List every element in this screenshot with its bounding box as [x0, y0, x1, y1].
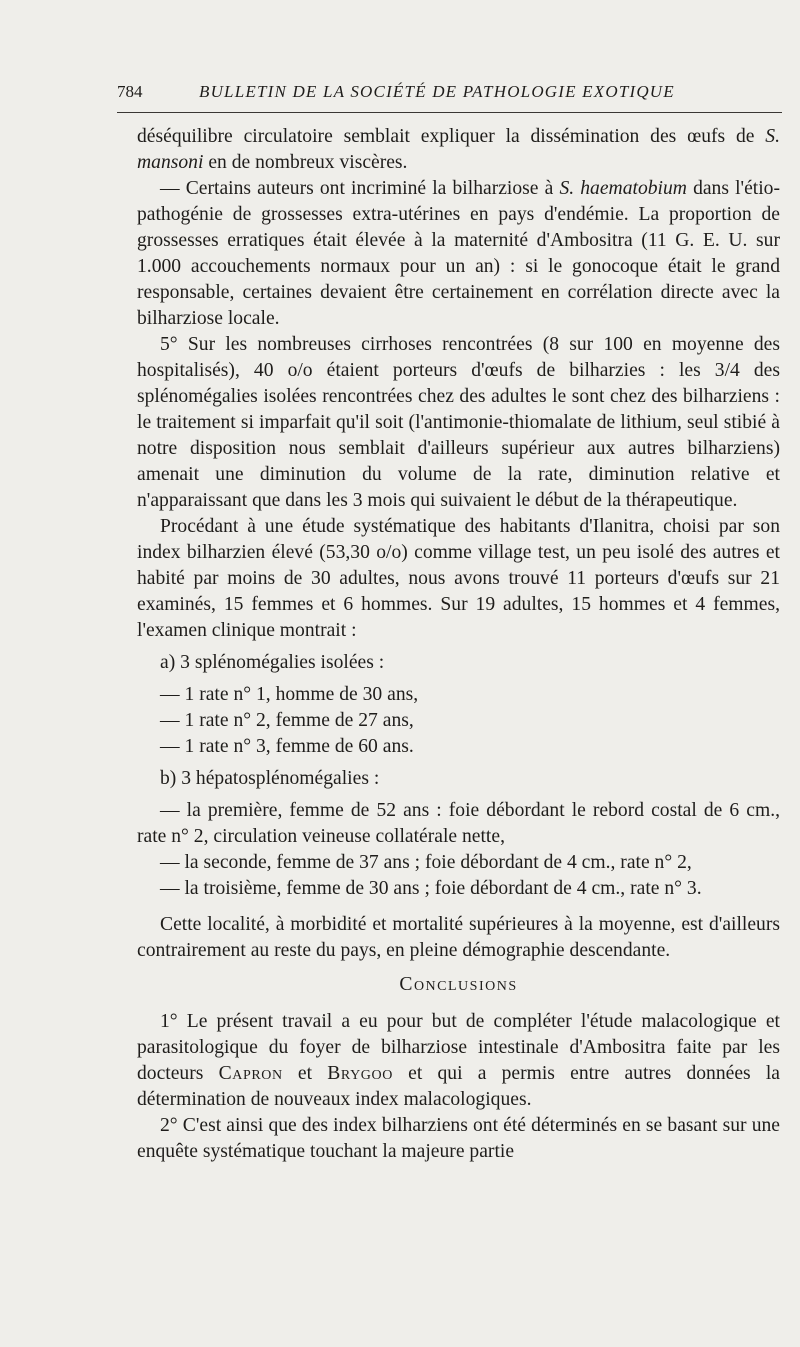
- running-header: [117, 82, 782, 113]
- paragraph-cirrhoses: 5° Sur les nombreuses cirrhoses rencontrées (8 sur 100 en moyenne des hospitalisés), 40 o/o étaient porteurs d'œufs de bilharzies : les 3/4 des splénomégalies isolées rencontrées chez des adultes le sont chez des bilharziens : le traitement si imparfait qu'il soit (l'antimonie-thiomalate de lithium, seul stibié à notre disposition nous semblait d'ailleurs supérieur aux autres bilharziens) amenait une diminution du volume de la rate, diminution relative et n'apparaissant que dans les 3 mois qui suivaient le début de la thérapeutique.: [137, 334, 780, 511]
- paragraph-continuation: [137, 124, 780, 176]
- list-label-b: b) 3 hépatosplénomégalies :: [160, 768, 380, 789]
- list-item: — 1 rate n° 1, homme de 30 ans,: [160, 684, 419, 705]
- page-number: 784: [117, 82, 143, 101]
- text-run: déséquilibre circulatoire semblait expliquer la dissémination des œufs de: [137, 126, 766, 147]
- species-name: S. mansoni: [137, 126, 780, 173]
- paragraph-demographie: Cette localité, à morbidité et mortalité supérieures à la moyenne, est d'ailleurs contrairement au reste du pays, en pleine démographie descendante.: [137, 914, 780, 961]
- article-body: [137, 124, 780, 1165]
- list-item: — la troisième, femme de 30 ans ; foie débordant de 4 cm., rate n° 3.: [160, 878, 702, 899]
- text-run: — Certains auteurs ont incriminé la bilharziose à: [160, 178, 560, 199]
- text-run: en de nombreux viscères.: [203, 152, 408, 173]
- section-heading: Conclusions: [399, 974, 518, 995]
- paragraph-conclusion-2: 2° C'est ainsi que des index bilharziens ont été déterminés en se basant sur une enquête systématique touchant la majeure partie: [137, 1115, 780, 1162]
- text-run: dans l'étio-pathogénie de grossesses extra-utérines en pays d'endémie. La proportion de grossesses erratiques était élevée à la maternité d'Ambositra (11 G. E. U. sur 1.000 accouchements normaux pour un an) : si le gonocoque était le grand responsable, certaines devaient être certainement en corrélation directe avec la bilharziose locale.: [137, 178, 780, 329]
- paragraph-conclusion-1: [137, 1009, 780, 1113]
- list-item: — 1 rate n° 2, femme de 27 ans,: [160, 710, 414, 731]
- author-name: Capron: [218, 1063, 283, 1084]
- author-name: Brygoo: [327, 1063, 393, 1084]
- journal-title: BULLETIN DE LA SOCIÉTÉ DE PATHOLOGIE EXOTIQUE: [199, 82, 675, 101]
- list-item: — la première, femme de 52 ans : foie débordant le rebord costal de 6 cm., rate n° 2, circulation veineuse collatérale nette,: [137, 800, 780, 847]
- paragraph-ilanitra: Procédant à une étude systématique des habitants d'Ilanitra, choisi par son index bilharzien élevé (53,30 o/o) comme village test, un peu isolé des autres et habité par moins de 30 adultes, nous avons trouvé 11 porteurs d'œufs sur 21 examinés, 15 femmes et 6 hommes. Sur 19 adultes, 15 hommes et 4 femmes, l'examen clinique montrait :: [137, 516, 780, 641]
- species-name: S. haematobium: [559, 178, 687, 199]
- text-run: 1° Le présent travail a eu pour but de compléter l'étude malacologique et parasitologique du foyer de bilharziose intestinale d'Ambositra faite par les docteurs: [137, 1011, 780, 1084]
- text-run: et qui a permis entre autres données la détermination de nouveaux index malacologiques.: [137, 1063, 781, 1110]
- paragraph-haematobium: [137, 176, 780, 332]
- list-item: — la seconde, femme de 37 ans ; foie débordant de 4 cm., rate n° 2,: [160, 852, 692, 873]
- text-run: et: [282, 1063, 328, 1084]
- list-item: — 1 rate n° 3, femme de 60 ans.: [160, 736, 414, 757]
- list-label-a: a) 3 splénomégalies isolées :: [160, 652, 385, 673]
